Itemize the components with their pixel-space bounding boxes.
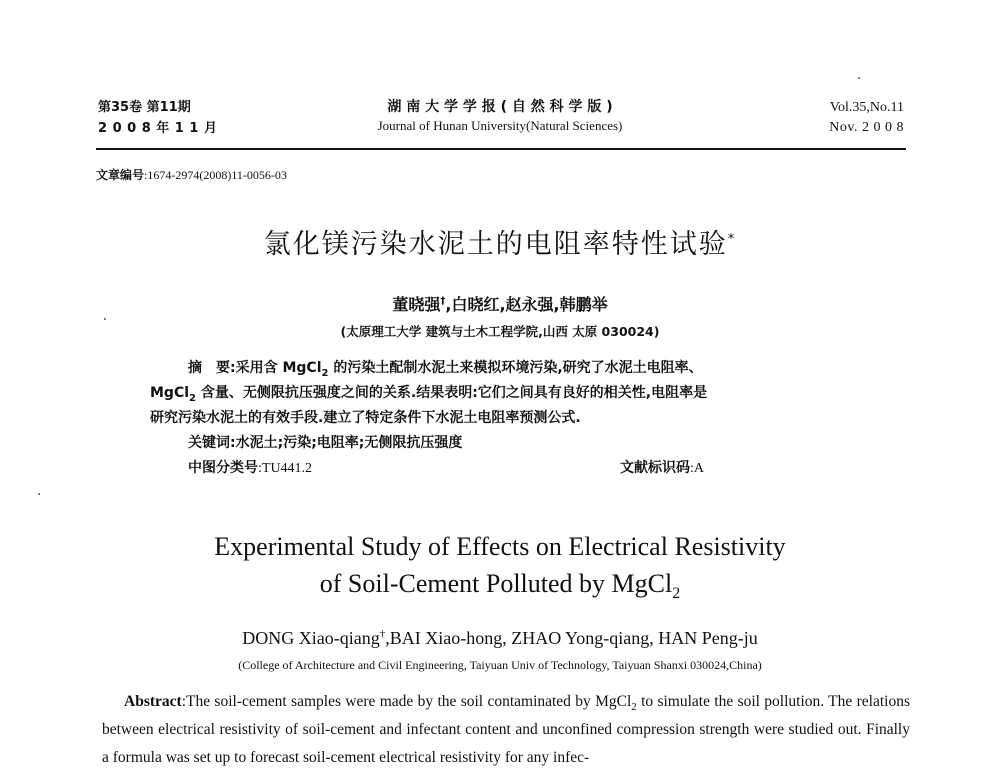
- abstract-cn-line2: [150, 381, 850, 406]
- abstract-cn-line3: 研究污染水泥土的有效手段.建立了特定条件下水泥土电阻率预测公式.: [150, 410, 581, 426]
- date-en: Nov. 2 0 0 8: [829, 120, 904, 135]
- abstract-cn: [150, 356, 850, 481]
- article-number-label: 文章编号: [96, 168, 145, 182]
- abstract-cn-text-1a: :采用含 MgCl: [230, 360, 322, 376]
- scan-speck: [104, 318, 106, 320]
- header-rule: [96, 148, 906, 150]
- journal-name-en: Journal of Hunan University(Natural Sciences): [377, 118, 623, 133]
- abstract-en-sub: 2: [631, 701, 637, 714]
- doc-code: [620, 456, 704, 481]
- abstract-cn-line1: [150, 356, 850, 381]
- title-footnote-mark: *: [727, 232, 737, 247]
- abstract-en-text-b: to simulate the soil pollution. The relations between electrical resistivity of soil-cement and infectant content and unconfined compression strength were studied out. Finally a formula was set up to forecast soil-cement electrical resistivity for any infec-: [102, 693, 910, 766]
- author-mark-en: †: [379, 628, 386, 640]
- abstract-cn-text-2a: MgCl: [150, 385, 190, 401]
- author-first-cn: 董晓强: [392, 295, 441, 314]
- authors-rest-en: ,BAI Xiao-hong, ZHAO Yong-qiang, HAN Peng-ju: [385, 628, 758, 648]
- abstract-cn-sub-1: 2: [321, 367, 329, 379]
- authors-cn: [0, 292, 1000, 315]
- title-en-line1: Experimental Study of Effects on Electrical Resistivity: [214, 532, 786, 561]
- volume-issue-en: Vol.35,No.11: [829, 100, 904, 115]
- keywords-cn-label: 关键词: [188, 435, 230, 451]
- classification-row: [150, 456, 850, 481]
- abstract-cn-sub-2: 2: [189, 392, 196, 404]
- article-number: [96, 166, 287, 183]
- keywords-cn: [150, 431, 850, 456]
- clc-label: 中图分类号: [188, 460, 258, 476]
- scan-speck: [858, 77, 860, 79]
- keywords-cn-text: :水泥土;污染;电阻率;无侧限抗压强度: [230, 435, 463, 451]
- clc-value: :TU441.2: [258, 461, 313, 476]
- abstract-cn-text-2b: 含量、无侧限抗压强度之间的关系.结果表明:它们之间具有良好的相关性,电阻率是: [196, 385, 708, 401]
- title-en-line2-text: of Soil-Cement Polluted by MgCl: [319, 569, 673, 598]
- title-en: [0, 528, 1000, 602]
- title-en-sub: 2: [672, 585, 681, 603]
- doc-code-value: :A: [690, 461, 704, 476]
- author-first-en: DONG Xiao-qiang: [242, 628, 380, 648]
- title-en-line2: [0, 565, 1000, 602]
- journal-name-cn: 湖 南 大 学 学 报 ( 自 然 科 学 版 ): [387, 99, 613, 115]
- scan-speck: [38, 493, 40, 495]
- abstract-cn-label: 摘 要: [188, 360, 230, 376]
- title-cn-text: 氯化镁污染水泥土的电阻率特性试验: [263, 229, 728, 260]
- authors-rest-cn: ,白晓红,赵永强,韩鹏举: [445, 295, 608, 314]
- affiliation-cn: (太原理工大学 建筑与土木工程学院,山西 太原 030024): [340, 324, 660, 339]
- article-number-value: :1674-2974(2008)11-0056-03: [144, 168, 287, 182]
- abstract-en-text-a: :The soil-cement samples were made by the soil contaminated by MgCl: [181, 693, 632, 710]
- abstract-en-label: Abstract: [124, 693, 182, 710]
- volume-issue-cn: 第35卷 第11期: [98, 100, 191, 115]
- title-cn: [0, 222, 1000, 261]
- author-mark-cn: †: [440, 295, 446, 307]
- affiliation-en: (College of Architecture and Civil Engineering, Taiyuan Univ of Technology, Taiyuan Shanxi 030024,China): [238, 658, 762, 672]
- abstract-en: [102, 688, 910, 772]
- date-cn: 2 0 0 8 年 1 1 月: [98, 121, 218, 136]
- authors-en: [0, 628, 1000, 649]
- abstract-cn-text-1b: 的污染土配制水泥土来模拟环境污染,研究了水泥土电阻率、: [328, 360, 703, 376]
- doc-code-label: 文献标识码: [620, 460, 690, 476]
